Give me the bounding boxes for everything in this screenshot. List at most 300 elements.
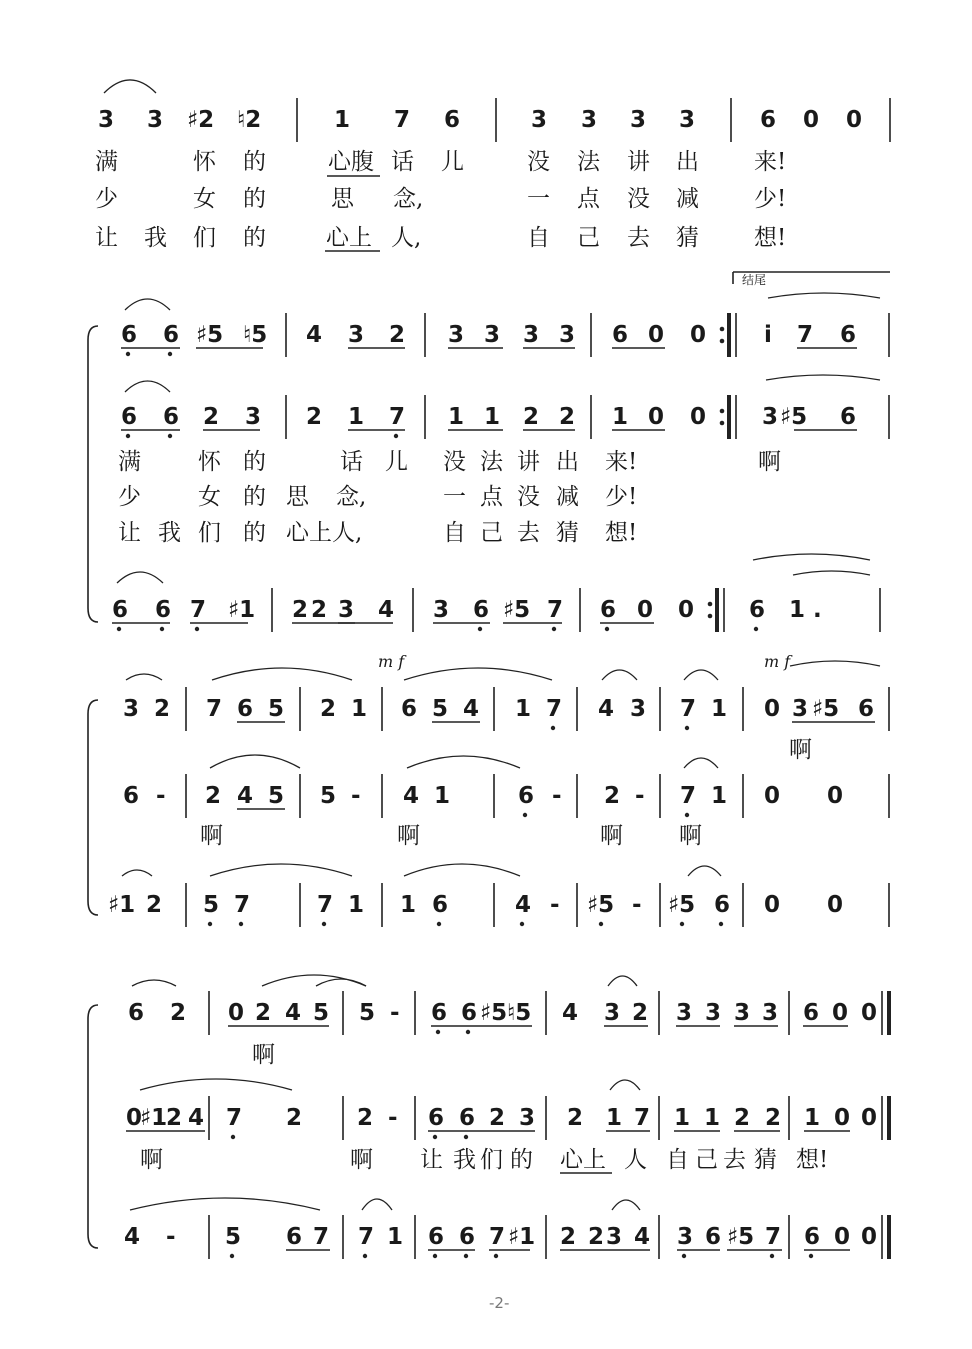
row7-note: ♯5 — [587, 892, 615, 918]
row4-note: 2 — [311, 597, 328, 623]
row9-note: 2 — [357, 1105, 374, 1131]
octave-dot — [239, 922, 243, 926]
page-number: -2- — [489, 1294, 510, 1312]
row4-note: 4 — [378, 597, 395, 623]
octave-dot — [126, 352, 130, 356]
slur — [125, 299, 170, 310]
row3-note: ♯5 — [780, 404, 808, 430]
row3-verse3-lyric: 己 — [480, 520, 503, 546]
row9-lyric-lyric: 自 — [666, 1147, 689, 1173]
row6-note: - — [351, 783, 361, 809]
octave-dot — [478, 627, 482, 631]
row3-verse2-lyric: 念, — [336, 484, 367, 510]
row8-note: 3 — [705, 1000, 722, 1026]
repeat-dot — [720, 339, 725, 344]
octave-dot — [433, 1135, 437, 1139]
row4-note: . — [813, 597, 822, 623]
octave-dot — [230, 1254, 234, 1258]
octave-dot — [466, 1030, 470, 1034]
octave-dot — [682, 1254, 686, 1258]
row8-note: 2 — [632, 1000, 649, 1026]
row3-verse3-lyric: 心上人, — [286, 520, 363, 546]
repeat-dot — [720, 409, 725, 414]
row5-note: 7 — [206, 696, 223, 722]
row5-note: ♯5 — [812, 696, 840, 722]
row1-note: ♯2 — [187, 107, 215, 133]
row1-note: 3 — [147, 107, 164, 133]
slur — [126, 674, 162, 680]
row10-note: 4 — [634, 1224, 651, 1250]
row1-verse1-lyric: 讲 — [627, 149, 650, 175]
row8-note: ♯5 — [480, 1000, 508, 1026]
row3-verse3-lyric: 的 — [243, 520, 266, 546]
row3-note: 1 — [612, 404, 629, 430]
row8-note: ♮5 — [507, 1000, 532, 1026]
row6-note: 4 — [403, 783, 420, 809]
row10-note: ♯5 — [727, 1224, 755, 1250]
row9-lyric-lyric: 想! — [796, 1147, 829, 1173]
row9-note: ♯1 — [140, 1105, 168, 1131]
octave-dot — [464, 1254, 468, 1258]
row9-note: 1 — [674, 1105, 691, 1131]
row8-note: 3 — [734, 1000, 751, 1026]
row1-verse1-lyric: 法 — [577, 149, 600, 175]
row2-note: 0 — [690, 322, 707, 348]
row9-note: 7 — [634, 1105, 651, 1131]
row4-note: 7 — [190, 597, 207, 623]
row3-verse2-lyric: 女 — [198, 484, 221, 510]
row10-note: 7 — [489, 1224, 506, 1250]
octave-dot — [552, 627, 556, 631]
octave-dot — [195, 627, 199, 631]
row3-verse3-lyric: 自 — [443, 520, 466, 546]
slur — [316, 979, 366, 986]
row10-note: 6 — [705, 1224, 722, 1250]
octave-dot — [126, 434, 130, 438]
row9-note: 0 — [126, 1105, 143, 1131]
row2-note: 3 — [348, 322, 365, 348]
row6-note: 5 — [268, 783, 285, 809]
row1-verse3-lyric: 们 — [193, 225, 216, 251]
row9-lyric-lyric: 己 — [695, 1147, 718, 1173]
row9-note: 2 — [734, 1105, 751, 1131]
octave-dot — [809, 1254, 813, 1258]
slur — [132, 980, 176, 986]
row10-note: 6 — [286, 1224, 303, 1250]
row8-note: 3 — [676, 1000, 693, 1026]
row1-verse3-lyric: 人, — [391, 225, 422, 251]
row5-lyric-lyric: 啊 — [789, 737, 812, 763]
row1-verse2-lyric: 减 — [676, 186, 699, 212]
row6-note: - — [635, 783, 645, 809]
row1-verse3-lyric: 己 — [577, 225, 600, 251]
row1-verse1-lyric: 话 — [391, 149, 414, 175]
row8-note: 4 — [285, 1000, 302, 1026]
row1-verse2-lyric: 思 — [331, 186, 354, 212]
row5-note: 6 — [858, 696, 875, 722]
octave-dot — [394, 434, 398, 438]
row5-note: 3 — [123, 696, 140, 722]
row5-note: 5 — [432, 696, 449, 722]
row3-note: 7 — [389, 404, 406, 430]
row1-note: 6 — [444, 107, 461, 133]
row3-verse2-lyric: 点 — [480, 484, 503, 510]
row2-note: 3 — [559, 322, 576, 348]
row10-note: 2 — [560, 1224, 577, 1250]
slur — [610, 1080, 640, 1090]
octave-dot — [680, 922, 684, 926]
slur — [753, 554, 870, 560]
row10-note: 6 — [459, 1224, 476, 1250]
octave-dot — [168, 434, 172, 438]
row1-verse1-lyric: 心腹 — [328, 149, 374, 175]
row9-note: 4 — [188, 1105, 205, 1131]
row6-note: 0 — [827, 783, 844, 809]
row1-note: 3 — [98, 107, 115, 133]
row9-lyric-lyric: 猜 — [754, 1147, 777, 1173]
row6-note: 6 — [123, 783, 140, 809]
repeat-dot — [720, 421, 725, 426]
row1-verse3-lyric: 我 — [144, 225, 167, 251]
row2-note: 6 — [840, 322, 857, 348]
row9-note: 3 — [519, 1105, 536, 1131]
row6-note: 1 — [434, 783, 451, 809]
octave-dot — [605, 627, 609, 631]
row5-note: 7 — [546, 696, 563, 722]
row1-verse2-lyric: 没 — [627, 186, 650, 212]
row6-note: 7 — [680, 783, 697, 809]
row2-note: 2 — [389, 322, 406, 348]
row1-note: 7 — [394, 107, 411, 133]
row2-note: ♯5 — [196, 322, 224, 348]
row10-note: 4 — [124, 1224, 141, 1250]
row10-note: 7 — [358, 1224, 375, 1250]
row1-note: 0 — [803, 107, 820, 133]
octave-dot — [208, 922, 212, 926]
row10-note: 3 — [606, 1224, 623, 1250]
row4-note: 6 — [112, 597, 129, 623]
row9-lyric-lyric: 心上 — [560, 1147, 606, 1173]
row9-lyric-lyric: 人 — [624, 1147, 647, 1173]
row2-note: 6 — [612, 322, 629, 348]
row1-note: 6 — [760, 107, 777, 133]
row2-note: 7 — [797, 322, 814, 348]
row8-note: 5 — [313, 1000, 330, 1026]
row4-note: 6 — [473, 597, 490, 623]
octave-dot — [231, 1135, 235, 1139]
row5-note: 5 — [268, 696, 285, 722]
slur — [122, 870, 152, 876]
row3-verse1-lyric: 怀 — [198, 449, 221, 475]
row3-verse1-lyric: 满 — [118, 449, 141, 475]
row10-note: 6 — [428, 1224, 445, 1250]
row7-note: 2 — [146, 892, 163, 918]
row3-verse1-lyric: 的 — [243, 449, 266, 475]
octave-dot — [464, 1135, 468, 1139]
row1-verse1-lyric: 出 — [676, 149, 699, 175]
row9-lyric-lyric: 们 — [480, 1147, 503, 1173]
row3-verse1-lyric: 法 — [480, 449, 503, 475]
row1-note: 1 — [334, 107, 351, 133]
row3-verse3-lyric: 猜 — [556, 520, 579, 546]
row3-note: 2 — [559, 404, 576, 430]
row8-lyric-lyric: 啊 — [252, 1042, 275, 1068]
row8-note: 4 — [562, 1000, 579, 1026]
octave-dot — [754, 627, 758, 631]
row9-note: 2 — [489, 1105, 506, 1131]
row2-note: 3 — [484, 322, 501, 348]
row4-note: 6 — [600, 597, 617, 623]
row3-note: 3 — [245, 404, 262, 430]
row3-verse2-lyric: 没 — [517, 484, 540, 510]
slur — [210, 864, 352, 876]
row3-note: 3 — [762, 404, 779, 430]
row10-note: 0 — [861, 1224, 878, 1250]
row9-note: 0 — [834, 1105, 851, 1131]
row1-verse2-lyric: 的 — [243, 186, 266, 212]
row2-note: 3 — [523, 322, 540, 348]
slur — [407, 756, 520, 768]
row1-verse1-lyric: 的 — [243, 149, 266, 175]
row5-note: 7 — [680, 696, 697, 722]
system-bracket — [88, 1005, 98, 1248]
octave-dot — [685, 726, 689, 730]
row5-note: 1 — [515, 696, 532, 722]
row3-verse3-lyric: 让 — [118, 520, 141, 546]
row7-note: 0 — [764, 892, 781, 918]
row4-note: 2 — [292, 597, 309, 623]
row2-note: i — [764, 322, 772, 348]
row8-note: 6 — [128, 1000, 145, 1026]
row8-note: 5 — [359, 1000, 376, 1026]
row1-note: 3 — [531, 107, 548, 133]
row4-note: 6 — [155, 597, 172, 623]
row9-lyric-lyric: 的 — [510, 1147, 533, 1173]
row3-note: 2 — [203, 404, 220, 430]
row2-note: 4 — [306, 322, 323, 348]
row4-note: 3 — [338, 597, 355, 623]
row9-note: 7 — [226, 1105, 243, 1131]
row5-note: 4 — [598, 696, 615, 722]
row10-note: 3 — [677, 1224, 694, 1250]
row9-note: 6 — [428, 1105, 445, 1131]
row1-verse3-lyric: 去 — [627, 225, 650, 251]
row5-note: 1 — [711, 696, 728, 722]
repeat-dot — [720, 327, 725, 332]
row3-verse2-lyric: 少! — [605, 484, 638, 510]
row1-verse1-lyric: 儿 — [441, 149, 464, 175]
octave-dot — [551, 726, 555, 730]
row8-note: 6 — [431, 1000, 448, 1026]
row8-note: 3 — [762, 1000, 779, 1026]
row5-note: 6 — [401, 696, 418, 722]
row1-verse1-lyric: 怀 — [193, 149, 216, 175]
row6-note: - — [552, 783, 562, 809]
octave-dot — [322, 922, 326, 926]
row6-note: 2 — [604, 783, 621, 809]
octave-dot — [168, 352, 172, 356]
row7-note: ♯1 — [108, 892, 136, 918]
row9-note: 2 — [286, 1105, 303, 1131]
row4-note: 0 — [678, 597, 695, 623]
octave-dot — [433, 1254, 437, 1258]
row1-verse3-lyric: 猜 — [676, 225, 699, 251]
slur — [768, 293, 880, 298]
row3-verse3-lyric: 想! — [605, 520, 638, 546]
repeat-dot — [708, 614, 713, 619]
row6-note: 0 — [764, 783, 781, 809]
row9-note: 2 — [765, 1105, 782, 1131]
row2-note: 6 — [121, 322, 138, 348]
row3-note: 6 — [840, 404, 857, 430]
repeat-dot — [708, 602, 713, 607]
row6-lyric-lyric: 啊 — [679, 823, 702, 849]
row7-note: 1 — [348, 892, 365, 918]
row7-note: 6 — [432, 892, 449, 918]
row10-note: ♯1 — [508, 1224, 536, 1250]
slur — [684, 670, 718, 680]
octave-dot — [770, 1254, 774, 1258]
slur — [602, 670, 637, 680]
row8-note: 3 — [604, 1000, 621, 1026]
row3-note: 6 — [121, 404, 138, 430]
row1-verse2-lyric: 一 — [527, 186, 550, 212]
row1-note: 3 — [630, 107, 647, 133]
slur — [793, 571, 870, 575]
row3-verse2-lyric: 一 — [443, 484, 466, 510]
slur — [404, 668, 552, 680]
row5-note: 2 — [320, 696, 337, 722]
row7-note: ♯5 — [668, 892, 696, 918]
row10-note: 7 — [765, 1224, 782, 1250]
row7-note: 5 — [203, 892, 220, 918]
row3-verse1-lyric: 没 — [443, 449, 466, 475]
row8-note: 2 — [255, 1000, 272, 1026]
slur — [362, 1199, 392, 1210]
row6-note: 2 — [205, 783, 222, 809]
slur — [688, 866, 721, 876]
row7-note: 7 — [317, 892, 334, 918]
row9-note: 1 — [804, 1105, 821, 1131]
slur — [130, 1198, 320, 1210]
slur — [404, 864, 520, 876]
row8-note: 0 — [861, 1000, 878, 1026]
octave-dot — [437, 922, 441, 926]
row8-note: 2 — [170, 1000, 187, 1026]
row6-note: - — [156, 783, 166, 809]
row9-note: 0 — [861, 1105, 878, 1131]
coda-label: 结尾 — [742, 273, 767, 287]
row3-verse2-lyric: 减 — [556, 484, 579, 510]
slur — [212, 668, 352, 680]
row9-lyric-lyric: 啊 — [350, 1147, 373, 1173]
row9-note: 6 — [459, 1105, 476, 1131]
row10-note: 7 — [313, 1224, 330, 1250]
row8-note: 6 — [803, 1000, 820, 1026]
row6-lyric-lyric: 啊 — [200, 823, 223, 849]
row3-verse2-lyric: 思 — [286, 484, 309, 510]
slur — [790, 661, 880, 666]
row6-note: 5 — [320, 783, 337, 809]
row6-note: 4 — [237, 783, 254, 809]
octave-dot — [363, 1254, 367, 1258]
row10-note: - — [166, 1224, 176, 1250]
dynamic-mf: m f — [378, 652, 405, 671]
row1-verse1-lyric: 满 — [95, 149, 118, 175]
row1-verse2-lyric: 念, — [393, 186, 424, 212]
octave-dot — [523, 813, 527, 817]
row5-note: 3 — [792, 696, 809, 722]
row4-note: 6 — [749, 597, 766, 623]
row7-note: 4 — [515, 892, 532, 918]
row3-note: 2 — [523, 404, 540, 430]
row4-note: 3 — [433, 597, 450, 623]
row6-lyric-lyric: 啊 — [600, 823, 623, 849]
row1-verse1-lyric: 没 — [527, 149, 550, 175]
row9-note: 1 — [704, 1105, 721, 1131]
octave-dot — [494, 1254, 498, 1258]
row9-note: 2 — [567, 1105, 584, 1131]
row1-note: 3 — [679, 107, 696, 133]
row3-verse1-lyric: 啊 — [758, 449, 781, 475]
octave-dot — [520, 922, 524, 926]
row3-note: 1 — [348, 404, 365, 430]
row10-note: 5 — [225, 1224, 242, 1250]
row1-verse2-lyric: 女 — [193, 186, 216, 212]
row4-note: ♯5 — [503, 597, 531, 623]
row7-note: - — [550, 892, 560, 918]
row3-note: 0 — [648, 404, 665, 430]
row9-note: 2 — [166, 1105, 183, 1131]
row9-lyric-lyric: 去 — [723, 1147, 746, 1173]
row7-note: 7 — [234, 892, 251, 918]
row1-verse3-lyric: 自 — [527, 225, 550, 251]
row1-note: ♮2 — [237, 107, 262, 133]
row1-verse2-lyric: 点 — [577, 186, 600, 212]
row1-note: 0 — [846, 107, 863, 133]
row2-note: 6 — [163, 322, 180, 348]
row5-note: 0 — [764, 696, 781, 722]
row3-note: 6 — [163, 404, 180, 430]
row7-note: 1 — [400, 892, 417, 918]
octave-dot — [117, 627, 121, 631]
row3-verse1-lyric: 话 — [340, 449, 363, 475]
row9-lyric-lyric: 啊 — [140, 1147, 163, 1173]
row3-verse3-lyric: 去 — [517, 520, 540, 546]
octave-dot — [599, 922, 603, 926]
row3-note: 0 — [690, 404, 707, 430]
row8-note: - — [390, 1000, 400, 1026]
row4-note: ♯1 — [228, 597, 256, 623]
row3-verse1-lyric: 讲 — [517, 449, 540, 475]
row10-note: 6 — [804, 1224, 821, 1250]
row7-note: 0 — [827, 892, 844, 918]
row2-note: 3 — [448, 322, 465, 348]
row9-lyric-lyric: 让 — [420, 1147, 443, 1173]
row8-note: 0 — [228, 1000, 245, 1026]
row1-verse3-lyric: 心上 — [326, 225, 372, 251]
row5-note: 3 — [630, 696, 647, 722]
slur — [612, 1200, 640, 1210]
row7-note: - — [632, 892, 642, 918]
row4-note: 7 — [547, 597, 564, 623]
row3-verse1-lyric: 来! — [605, 449, 638, 475]
row1-verse2-lyric: 少! — [754, 186, 787, 212]
row6-note: 6 — [518, 783, 535, 809]
row10-note: 2 — [588, 1224, 605, 1250]
row2-note: ♮5 — [243, 322, 268, 348]
row3-verse3-lyric: 们 — [198, 520, 221, 546]
